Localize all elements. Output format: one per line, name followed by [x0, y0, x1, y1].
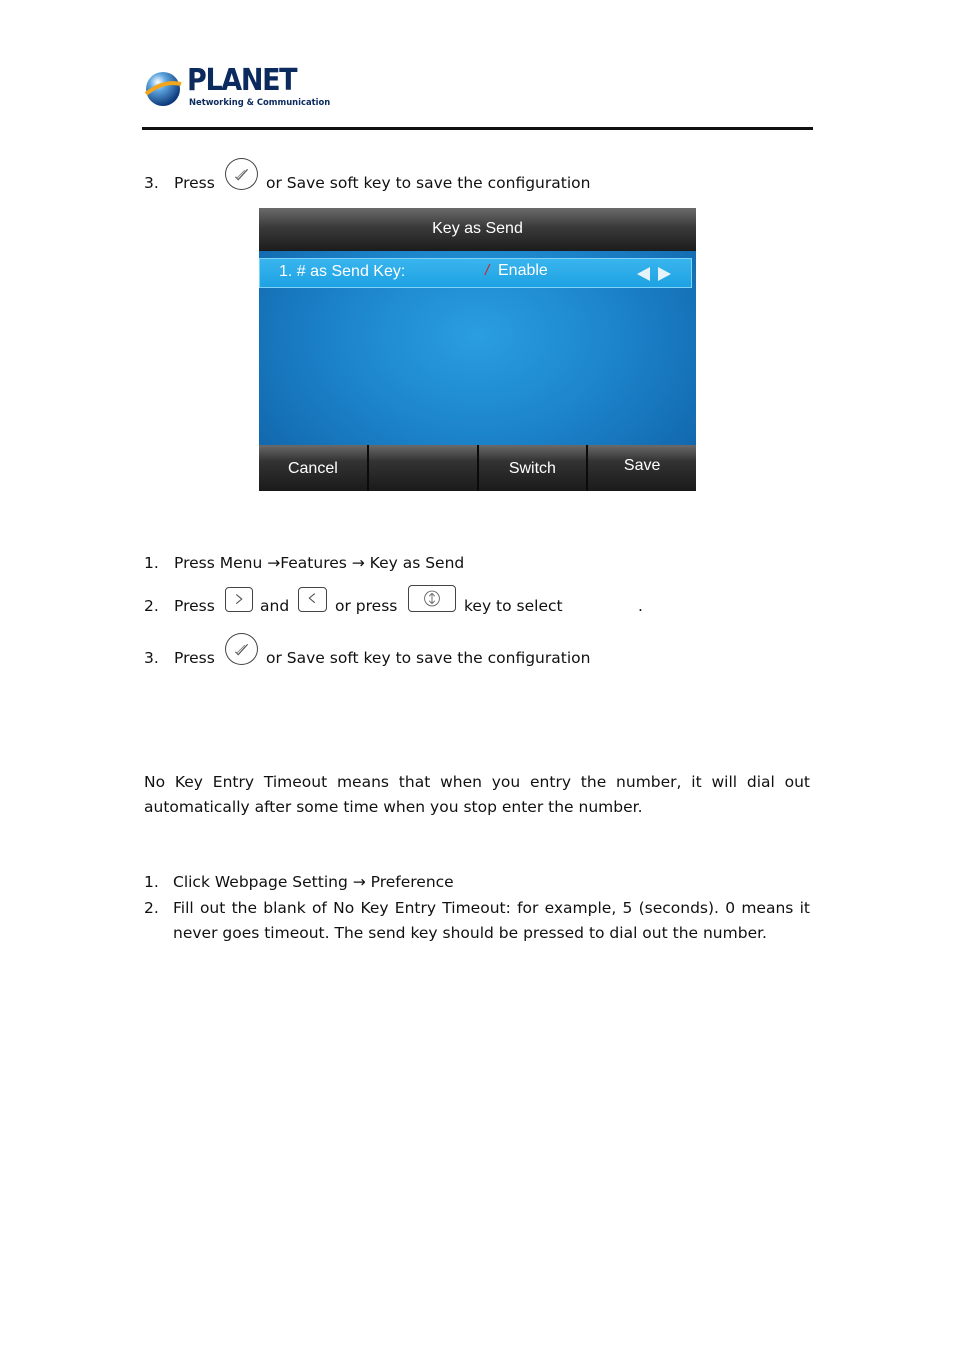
setting-label: 1. # as Send Key: — [279, 263, 406, 280]
globe-icon — [143, 68, 183, 108]
ok-checkmark-icon — [225, 158, 258, 190]
phone-screen — [259, 208, 696, 491]
setting-value: Enable — [498, 262, 548, 279]
brand-name: PLANET — [187, 63, 297, 98]
step-period: . — [638, 597, 643, 615]
switch-softkey[interactable]: Switch — [479, 445, 589, 491]
step-number: 1. — [144, 554, 159, 572]
step-press-text: Press — [174, 597, 215, 615]
step-tail-text: key to select — [464, 597, 563, 615]
cancel-softkey[interactable]: Cancel — [259, 445, 369, 491]
step-number: 2. — [144, 597, 159, 615]
text-cursor-icon: / — [485, 262, 490, 279]
description-paragraph: No Key Entry Timeout means that when you entry the number, it will dial out automatically after some time when you stop enter the number. — [144, 773, 810, 816]
web-step-text-continued: never goes timeout. The send key should be pressed to dial out the number. — [173, 924, 767, 942]
web-step-number: 1. — [144, 873, 159, 891]
step-or-press-text: or press — [335, 597, 398, 615]
right-arrow-key-icon — [225, 587, 253, 612]
step-save-text: or Save soft key to save the configuration — [266, 649, 591, 667]
empty-softkey[interactable] — [369, 445, 479, 491]
setting-row-key-as-send[interactable] — [259, 258, 692, 288]
ok-checkmark-icon — [225, 633, 258, 665]
step-number: 3. — [144, 649, 159, 667]
screen-title: Key as Send — [259, 208, 696, 251]
step-press-text: Press — [174, 174, 215, 192]
step-save-text: or Save soft key to save the configuration — [266, 174, 591, 192]
save-softkey[interactable]: Save — [588, 445, 696, 491]
softkey-bar — [259, 445, 696, 491]
header-rule — [142, 127, 813, 130]
up-down-key-icon — [408, 585, 456, 612]
brand-tagline: Networking & Communication — [189, 97, 331, 107]
web-step-number: 2. — [144, 899, 159, 917]
step-and-text: and — [260, 597, 290, 615]
step-press-text: Press — [174, 649, 215, 667]
left-arrow-key-icon — [298, 587, 327, 612]
planet-logo — [143, 63, 331, 109]
step-number: 3. — [144, 174, 159, 192]
web-step-text: Fill out the blank of No Key Entry Timeout: for example, 5 (seconds). 0 means it — [173, 899, 810, 917]
step-menu-path: Press Menu →Features → Key as Send — [174, 554, 465, 572]
left-right-arrows-icon[interactable] — [636, 266, 672, 282]
web-step-text: Click Webpage Setting → Preference — [173, 873, 454, 891]
